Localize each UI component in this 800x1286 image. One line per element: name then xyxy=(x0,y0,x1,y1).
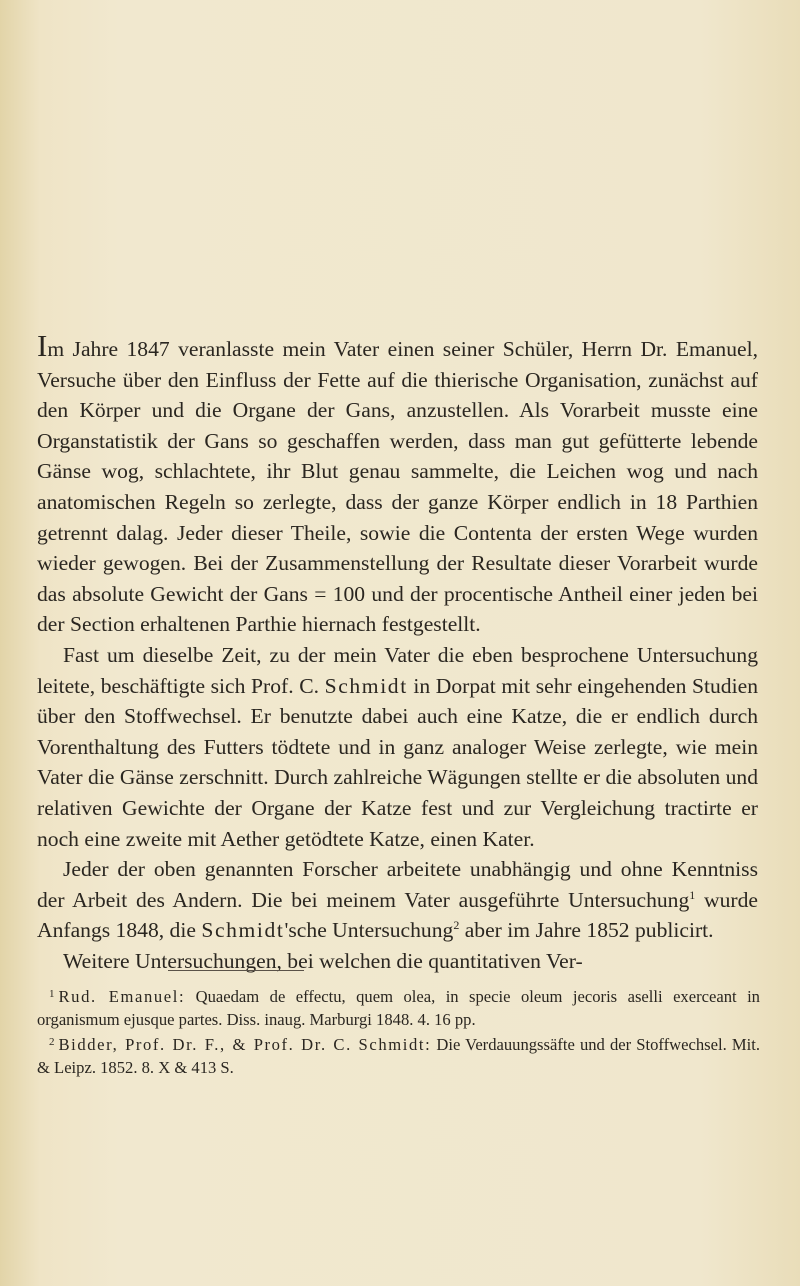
footnote-1 xyxy=(37,983,760,1031)
footnote-1-author: Rud. Emanuel: xyxy=(58,987,186,1006)
footnote-divider xyxy=(168,970,304,971)
footnote-2-mark: 2 xyxy=(49,1036,55,1049)
paragraph-2-before: Fast um dieselbe Zeit, zu der mein Vater die eben besprochene Untersuchung leitete, beschäftigte sich Prof. C. xyxy=(37,642,758,698)
paragraph-4 xyxy=(37,946,758,977)
paragraph-3 xyxy=(37,854,758,946)
paragraph-3-part-3: 'sche Untersuchung xyxy=(284,918,454,943)
footnotes xyxy=(37,983,760,1079)
footnote-ref-1: 1 xyxy=(689,887,696,902)
footnote-1-text: Quaedam de effectu, quem olea, in specie oleum jecoris aselli exerceant in organismum ejusque partes. Diss. inaug. Marburgi 1848. 4. 16 pp. xyxy=(37,987,760,1029)
footnote-2-text: Die Verdauungssäfte und der Stoffwechsel. Mit. & Leipz. 1852. 8. X & 413 S. xyxy=(37,1035,760,1077)
paragraph-3-part-4: aber im Jahre 1852 publicirt. xyxy=(459,918,714,943)
paragraph-1-text: m Jahre 1847 veranlasste mein Vater einen seiner Schüler, Herrn Dr. Emanuel, Versuche über den Einfluss der Fette auf die thierische Organisation, zunächst auf den Körper und die Organe der Gans, anzustellen. Als Vorarbeit musste eine Organstatistik der Gans so geschaffen werden, dass man gut gefütterte lebende Gänse wog, schlachtete, ihr Blut genau sammelte, die Leichen wog und nach anatomischen Regeln so zerlegte, dass der ganze Körper endlich in 18 Parthien getrennt dalag. Jeder dieser Theile, sowie die Contenta der ersten Wege wurden wieder gewogen. Bei der Zusammenstellung der Resultate dieser Vorarbeit wurde das absolute Gewicht der Gans = 100 und der procentische Antheil einer jeden bei der Section erhaltenen Parthie hiernach festgestellt. xyxy=(37,337,758,637)
author-name-schmidt-2: Schmidt xyxy=(201,918,285,943)
footnote-1-mark: 1 xyxy=(49,988,55,1000)
paragraph-2 xyxy=(37,640,758,854)
footnote-ref-2: 2 xyxy=(453,918,460,933)
paragraph-3-part-2: wurde Anfangs 1848, die xyxy=(37,887,758,943)
footnote-2-author: Bidder, Prof. Dr. F., & Prof. Dr. C. Schmidt: xyxy=(58,1035,432,1055)
paragraph-2-after: in Dorpat mit sehr eingehenden Studien über den Stoffwechsel. Er benutzte dabei auch eine Katze, die er endlich durch Vorenthaltung des Futters tödtete und in ganz analoger Weise zerlegte, wie mein Vater die Gänse zerschnitt. Durch zahlreiche Wägungen stellte er die absoluten und relativen Gewichte der Organe der Katze fest und zur Vergleichung tractirte er noch eine zweite mit Aether getödtete Katze, einen Kater. xyxy=(37,673,758,851)
initial-letter: I xyxy=(37,328,48,363)
main-text xyxy=(37,328,758,976)
footnote-2 xyxy=(37,1031,760,1079)
paragraph-4-text: Weitere Untersuchungen, bei welchen die quantitativen Ver- xyxy=(63,948,583,973)
paragraph-1 xyxy=(37,328,758,640)
author-name-schmidt: Schmidt xyxy=(324,673,408,698)
paragraph-3-part-1: Jeder der oben genannten Forscher arbeitete unabhängig und ohne Kenntniss der Arbeit des Andern. Die bei meinem Vater ausgeführte Untersuchung xyxy=(37,857,758,912)
